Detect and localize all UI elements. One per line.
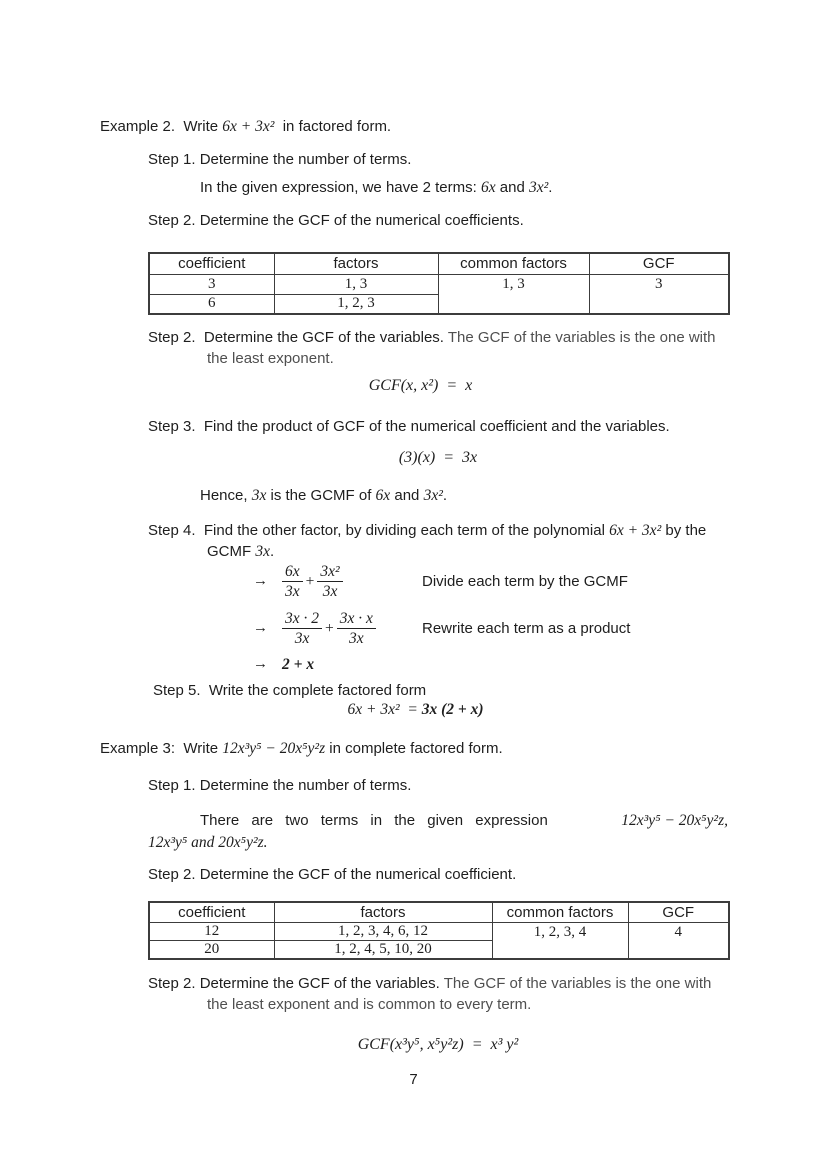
step1-body-math1: 6x xyxy=(480,179,496,196)
example3-paragraph-line2 xyxy=(148,834,268,852)
step1-body-math2: 3x² xyxy=(529,179,549,196)
example2-step2b-line2: the least exponent. xyxy=(207,350,334,367)
example2-heading xyxy=(100,118,391,136)
example2-step5-label: Step 5. Write the complete factored form xyxy=(153,682,427,699)
work-math xyxy=(282,609,422,649)
hence-math2: 6x xyxy=(375,487,391,504)
table-header-gcf: GCF xyxy=(589,253,729,274)
heading-text-suffix: in factored form. xyxy=(274,118,392,135)
step4-text-suffix: by the xyxy=(661,522,707,539)
heading-math: 12x³y⁵ − 20x⁵y²z xyxy=(222,740,326,757)
step4-work-block xyxy=(253,562,733,681)
equation-bold: 3x (2 + x) xyxy=(421,701,484,718)
table-header-factors: factors xyxy=(274,902,492,922)
gcf-table-example2 xyxy=(148,252,730,315)
example3-step2-label: Step 2. Determine the GCF of the numerical coefficient. xyxy=(148,866,517,883)
example2-step1-body xyxy=(200,179,552,197)
arrow-icon: → xyxy=(253,620,268,637)
example2-hence-line xyxy=(200,487,447,505)
hence-math3: 3x² xyxy=(423,487,443,504)
example2-step4-line2 xyxy=(207,543,274,561)
fraction-denominator: 3x xyxy=(317,581,342,601)
fraction-denominator: 3x xyxy=(337,628,376,648)
cell-coefficient: 20 xyxy=(149,940,274,959)
heading-text-prefix: Example 3: Write xyxy=(100,740,223,757)
fraction xyxy=(282,562,303,602)
table-header-coefficient: coefficient xyxy=(149,253,274,274)
cell-coefficient: 3 xyxy=(149,274,274,294)
example3-paragraph-line1 xyxy=(200,812,728,830)
fraction-denominator: 3x xyxy=(282,628,322,648)
example3-step2b-formula: GCF(x³y⁵, x⁵y²z) = x³ y² xyxy=(357,1036,519,1053)
example2-step5-equation xyxy=(148,701,683,719)
example2-step2b-line1 xyxy=(148,329,716,346)
example3-step2b-line1 xyxy=(148,975,711,992)
table-header-coefficient: coefficient xyxy=(149,902,274,922)
step1-body-mid: and xyxy=(495,179,529,196)
table-header-common-factors: common factors xyxy=(438,253,589,274)
hence-mid1: is the GCMF of xyxy=(266,487,376,504)
cell-factors: 1, 2, 3 xyxy=(274,294,438,314)
example3-step2b-line2: the least exponent and is common to every term. xyxy=(207,996,532,1013)
step4-text-prefix: Step 4. Find the other factor, by dividing each term of the polynomial xyxy=(148,522,610,539)
heading-text-suffix: in complete factored form. xyxy=(325,740,503,757)
work-math xyxy=(282,562,422,602)
cell-common-factors: 1, 3 xyxy=(438,274,589,314)
table-row xyxy=(149,274,729,294)
step1-body-text: In the given expression, we have 2 terms: xyxy=(200,179,481,196)
paragraph-math: 12x³y⁵ − 20x⁵y²z, xyxy=(621,812,728,829)
example3-heading xyxy=(100,740,503,758)
plus-sign: + xyxy=(305,572,315,590)
cell-coefficient: 12 xyxy=(149,922,274,940)
cell-factors: 1, 2, 4, 5, 10, 20 xyxy=(274,940,492,959)
work-note-rewrite: Rewrite each term as a product xyxy=(422,620,631,638)
step4-line2-prefix: GCMF xyxy=(207,543,256,560)
table-header-gcf: GCF xyxy=(628,902,729,922)
paragraph-math2: 12x³y⁵ and 20x⁵y²z xyxy=(148,834,264,851)
example2-step4-line1 xyxy=(148,522,706,540)
table-header-row xyxy=(149,253,729,274)
equation-normal: 6x + 3x² = xyxy=(347,701,422,718)
hence-suffix: . xyxy=(442,487,448,504)
gcf-table-example3 xyxy=(148,901,730,960)
paragraph-suffix: . xyxy=(263,834,268,851)
hence-prefix: Hence, xyxy=(200,487,252,504)
page-number: 7 xyxy=(409,1071,418,1088)
fraction-numerator: 3x² xyxy=(320,563,340,580)
heading-math: 6x + 3x² xyxy=(222,118,275,135)
step2b-label: Step 2. Determine the GCF of the variables. xyxy=(148,975,440,992)
example2-step2-label: Step 2. Determine the GCF of the numerical coefficients. xyxy=(148,212,524,229)
fraction xyxy=(282,609,322,649)
fraction xyxy=(317,562,342,602)
step1-body-suffix: . xyxy=(548,179,553,196)
table-row xyxy=(149,922,729,940)
heading-text-prefix: Example 2. Write xyxy=(100,118,223,135)
plus-sign: + xyxy=(325,619,334,637)
step2b-note: The GCF of the variables is the one with xyxy=(439,975,712,992)
cell-factors: 1, 3 xyxy=(274,274,438,294)
hence-mid2: and xyxy=(390,487,424,504)
cell-common-factors: 1, 2, 3, 4 xyxy=(492,922,628,959)
cell-factors: 1, 2, 3, 4, 6, 12 xyxy=(274,922,492,940)
cell-gcf: 4 xyxy=(628,922,729,959)
table-header-row xyxy=(149,902,729,922)
cell-gcf: 3 xyxy=(589,274,729,314)
example2-step2b-formula: GCF(x, x²) = x xyxy=(368,377,473,394)
step4-math: 6x + 3x² xyxy=(609,522,662,539)
fraction-numerator: 3x · x xyxy=(339,609,373,627)
step2b-note: The GCF of the variables is the one with xyxy=(443,329,716,346)
fraction-denominator: 3x xyxy=(282,581,303,601)
table-header-common-factors: common factors xyxy=(492,902,628,922)
work-row-rewrite xyxy=(253,609,733,649)
work-row-result xyxy=(253,656,733,674)
example2-step3-formula: (3)(x) = 3x xyxy=(398,449,478,466)
fraction xyxy=(337,609,376,649)
step2b-label: Step 2. Determine the GCF of the variables. xyxy=(148,329,444,346)
arrow-icon: → xyxy=(253,656,268,672)
step4-line2-suffix: . xyxy=(269,543,275,560)
hence-math1: 3x xyxy=(251,487,267,504)
arrow-icon: → xyxy=(253,573,268,590)
step4-line2-math: 3x xyxy=(255,543,270,560)
fraction-numerator: 3x · 2 xyxy=(285,609,320,627)
table-header-factors: factors xyxy=(274,253,438,274)
example3-step1-label: Step 1. Determine the number of terms. xyxy=(148,777,412,794)
work-result: 2 + x xyxy=(282,655,315,673)
paragraph-text: There are two terms in the given expression xyxy=(200,812,548,829)
example2-step1-label: Step 1. Determine the number of terms. xyxy=(148,151,412,168)
cell-coefficient: 6 xyxy=(149,294,274,314)
example2-step3-label: Step 3. Find the product of GCF of the numerical coefficient and the variables. xyxy=(148,418,670,435)
work-row-divide xyxy=(253,562,733,602)
fraction-numerator: 6x xyxy=(285,563,300,580)
work-note-divide: Divide each term by the GCMF xyxy=(422,573,628,591)
